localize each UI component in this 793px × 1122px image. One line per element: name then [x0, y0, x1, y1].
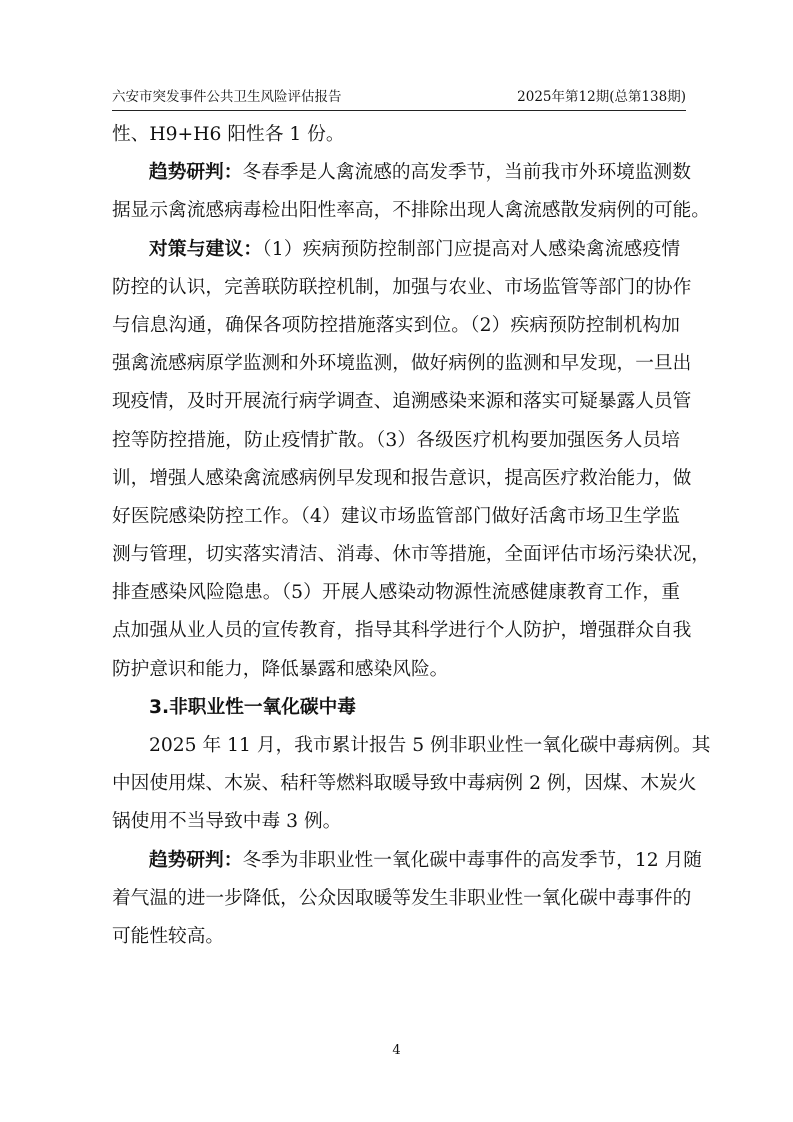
- text-line: 控等防控措施，防止疫情扩散。（3）各级医疗机构要加强医务人员培: [112, 429, 680, 451]
- text-line: 测与管理，切实落实清洁、消毒、休市等措施，全面评估市场污染状况，: [112, 544, 710, 566]
- text-line: 着气温的进一步降低，公众因取暖等发生非职业性一氧化碳中毒事件的: [112, 887, 692, 909]
- text-line: 排查感染风险隐患。（5）开展人感染动物源性流感健康教育工作，重: [112, 582, 680, 604]
- section-heading: 3.非职业性一氧化碳中毒: [149, 696, 356, 718]
- text-line: 防护意识和能力，降低暴露和感染风险。: [112, 658, 449, 680]
- text-line: 训，增强人感染禽流感病例早发现和报告意识，提高医疗救治能力，做: [112, 467, 692, 489]
- text-line: 2025 年 11 月，我市累计报告 5 例非职业性一氧化碳中毒病例。其: [149, 735, 711, 756]
- text-line: 强禽流感病原学监测和外环境监测，做好病例的监测和早发现，一旦出: [112, 353, 692, 375]
- text-line: 防控的认识，完善联防联控机制，加强与农业、市场监管等部门的协作: [112, 276, 692, 298]
- text-line: 性、H9+H6 阳性各 1 份。: [112, 124, 345, 145]
- header-issue-number: 2025年第12期(总第138期): [517, 89, 686, 105]
- text-line: 可能性较高。: [112, 925, 225, 947]
- trend-label: 趋势研判：: [149, 849, 243, 871]
- text-line: 与信息沟通，确保各项防控措施落实到位。（2）疾病预防控制机构加: [112, 314, 680, 336]
- text-line: 趋势研判：冬春季是人禽流感的高发季节，当前我市外环境监测数: [149, 162, 691, 184]
- text-line: 点加强从业人员的宣传教育，指导其科学进行个人防护，增强群众自我: [112, 620, 692, 642]
- text-line: 趋势研判：冬季为非职业性一氧化碳中毒事件的高发季节，12 月随: [149, 849, 702, 871]
- running-header: [112, 88, 686, 111]
- text-line: 中因使用煤、木炭、秸秆等燃料取暖导致中毒病例 2 例，因煤、木炭火: [112, 773, 697, 795]
- trend-label: 趋势研判：: [149, 162, 243, 184]
- text-line: 现疫情，及时开展流行病学调查、追溯感染来源和落实可疑暴露人员管: [112, 391, 692, 413]
- header-report-title: 六安市突发事件公共卫生风险评估报告: [112, 89, 342, 105]
- text-line: 锅使用不当导致中毒 3 例。: [112, 811, 342, 833]
- measures-label: 对策与建议：: [149, 238, 263, 260]
- page-number: 4: [392, 1043, 401, 1058]
- text-line: 据显示禽流感病毒检出阳性率高，不排除出现人禽流感散发病例的可能。: [112, 200, 710, 222]
- text-line: 对策与建议：（1）疾病预防控制部门应提高对人感染禽流感疫情: [149, 238, 681, 260]
- text-line: 好医院感染防控工作。（4）建议市场监管部门做好活禽市场卫生学监: [112, 505, 680, 527]
- page-body: [112, 116, 711, 956]
